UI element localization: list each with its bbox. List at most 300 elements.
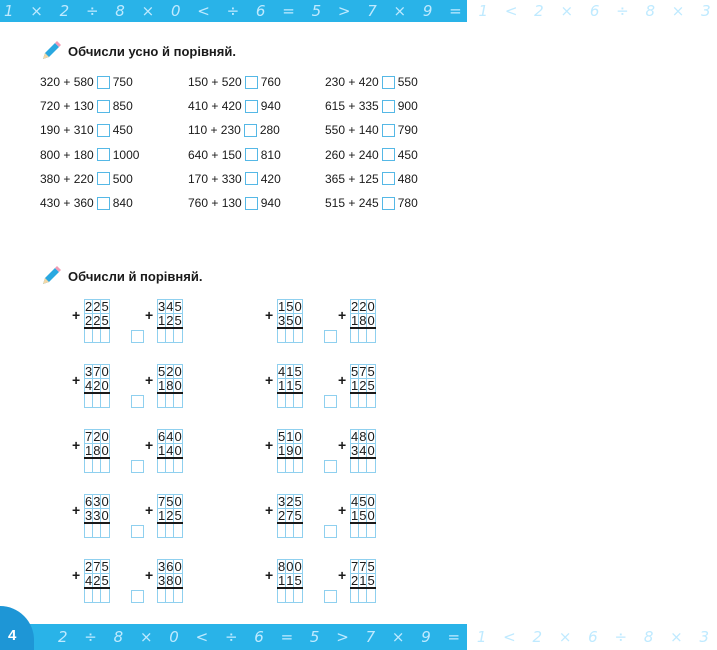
digit-cell: 8: [166, 572, 174, 588]
digit-cell: 2: [359, 298, 367, 314]
compare-value: 450: [397, 147, 418, 162]
plus-sign: +: [265, 502, 274, 518]
compare-value: 940: [260, 99, 281, 114]
comparison-answer-box[interactable]: [131, 460, 144, 473]
compare-value: 940: [260, 196, 281, 211]
plus-sign: +: [265, 372, 274, 388]
digit-grid: [350, 494, 376, 538]
digit-cell: 7: [85, 428, 93, 444]
answer-cell[interactable]: [367, 328, 375, 343]
top-decor-text: 1 × 2 ÷ 8 × 0 < ÷ 6 = 5 > 7 × 9 = 1 < 2 × 6 ÷ 8 × 3: [4, 2, 717, 20]
answer-cell[interactable]: [286, 328, 294, 343]
digit-cell: 3: [158, 558, 166, 574]
second-addend: [158, 444, 183, 459]
answer-cell[interactable]: [166, 393, 174, 408]
answer-cell[interactable]: [359, 328, 367, 343]
bottom-decor-text: 2 ÷ 8 × 0 < ÷ 6 = 5 > 7 × 9 = 1 < 2 × 6 ÷ 8 × 3: [58, 628, 716, 646]
digit-cell: 2: [93, 298, 101, 314]
digit-cell: 1: [351, 507, 359, 523]
digit-cell: 5: [158, 363, 166, 379]
comparison-answer-box[interactable]: [324, 525, 337, 538]
sum-row: [351, 588, 376, 603]
answer-cell[interactable]: [286, 523, 294, 538]
compare-value: 480: [397, 171, 418, 186]
second-addend: [158, 314, 183, 329]
first-addend: [278, 495, 303, 509]
digit-cell: 8: [359, 312, 367, 328]
digit-cell: 5: [367, 558, 375, 574]
digit-grid: [277, 299, 303, 343]
answer-cell[interactable]: [359, 523, 367, 538]
second-addend: [85, 379, 110, 394]
answer-cell[interactable]: [166, 523, 174, 538]
plus-sign: +: [265, 567, 274, 583]
digit-grid: [350, 429, 376, 473]
digit-grid: [277, 559, 303, 603]
compare-value: 790: [397, 123, 418, 138]
digit-cell: 1: [278, 572, 286, 588]
comparison-answer-box[interactable]: [131, 330, 144, 343]
digit-cell: 1: [278, 442, 286, 458]
digit-cell: 1: [286, 377, 294, 393]
digit-cell: 0: [174, 493, 182, 509]
digit-grid: [277, 364, 303, 408]
bottom-decor-band: [0, 624, 716, 650]
first-addend: [158, 430, 183, 444]
page-number-badge: [0, 606, 34, 650]
digit-cell: 2: [286, 493, 294, 509]
comparison-answer-box[interactable]: [382, 148, 395, 161]
sum-row: [351, 393, 376, 408]
second-addend: [85, 509, 110, 524]
answer-cell[interactable]: [367, 523, 375, 538]
answer-cell[interactable]: [85, 523, 93, 538]
comparison-item: [188, 143, 281, 167]
answer-cell[interactable]: [85, 458, 93, 473]
digit-cell: 0: [174, 572, 182, 588]
digit-cell: 4: [166, 298, 174, 314]
digit-grid: [157, 299, 183, 343]
digit-cell: 3: [85, 507, 93, 523]
digit-cell: 4: [351, 493, 359, 509]
digit-cell: 2: [93, 377, 101, 393]
answer-cell[interactable]: [351, 328, 359, 343]
digit-cell: 2: [93, 428, 101, 444]
second-addend: [85, 574, 110, 589]
digit-grid: [277, 429, 303, 473]
second-addend: [158, 574, 183, 589]
digit-cell: 3: [158, 572, 166, 588]
first-addend: [158, 560, 183, 574]
answer-cell[interactable]: [286, 393, 294, 408]
digit-cell: 0: [101, 442, 109, 458]
digit-cell: 7: [93, 558, 101, 574]
compare-value: 550: [397, 75, 418, 90]
digit-cell: 1: [278, 298, 286, 314]
expression: 170 + 330: [188, 171, 242, 186]
expression: 760 + 130: [188, 196, 242, 211]
digit-cell: 7: [158, 493, 166, 509]
task1-heading: [40, 40, 236, 62]
plus-sign: +: [72, 567, 81, 583]
second-addend: [278, 379, 303, 394]
answer-cell[interactable]: [351, 588, 359, 603]
digit-cell: 8: [359, 428, 367, 444]
sum-row: [158, 588, 183, 603]
first-addend: [85, 560, 110, 574]
second-addend: [278, 509, 303, 524]
comparison-answer-box[interactable]: [97, 100, 110, 113]
comparison-item: [188, 118, 281, 142]
compare-value: 780: [397, 196, 418, 211]
digit-grid: [84, 559, 110, 603]
sum-row: [85, 523, 110, 538]
digit-cell: 7: [351, 558, 359, 574]
first-addend: [85, 495, 110, 509]
answer-cell[interactable]: [158, 458, 166, 473]
expression: 550 + 140: [325, 123, 379, 138]
answer-cell[interactable]: [359, 588, 367, 603]
answer-cell[interactable]: [166, 458, 174, 473]
answer-cell[interactable]: [294, 458, 302, 473]
second-addend: [351, 314, 376, 329]
digit-cell: 2: [93, 572, 101, 588]
digit-cell: 0: [174, 442, 182, 458]
answer-cell[interactable]: [101, 523, 109, 538]
comparison-answer-box[interactable]: [324, 590, 337, 603]
first-addend: [158, 495, 183, 509]
comparison-answer-box[interactable]: [382, 172, 395, 185]
answer-cell[interactable]: [85, 393, 93, 408]
first-addend: [85, 300, 110, 314]
answer-cell[interactable]: [278, 588, 286, 603]
answer-cell[interactable]: [85, 328, 93, 343]
digit-cell: 5: [101, 558, 109, 574]
expression: 365 + 125: [325, 171, 379, 186]
digit-cell: 9: [286, 442, 294, 458]
answer-cell[interactable]: [166, 588, 174, 603]
answer-cell[interactable]: [93, 328, 101, 343]
digit-grid: [84, 299, 110, 343]
comparison-answer-box[interactable]: [97, 76, 110, 89]
comparison-answer-box[interactable]: [245, 100, 258, 113]
answer-cell[interactable]: [294, 328, 302, 343]
first-addend: [85, 365, 110, 379]
compare-value: 850: [112, 99, 133, 114]
digit-cell: 3: [85, 363, 93, 379]
first-addend: [351, 300, 376, 314]
first-addend: [351, 365, 376, 379]
plus-sign: +: [338, 502, 347, 518]
plus-sign: +: [72, 372, 81, 388]
answer-cell[interactable]: [359, 393, 367, 408]
digit-cell: 7: [359, 363, 367, 379]
comparison-answer-box[interactable]: [97, 197, 110, 210]
digit-grid: [84, 364, 110, 408]
digit-cell: 4: [166, 428, 174, 444]
comparison-answer-box[interactable]: [97, 124, 110, 137]
digit-cell: 0: [367, 428, 375, 444]
digit-cell: 0: [294, 558, 302, 574]
digit-cell: 1: [286, 428, 294, 444]
answer-cell[interactable]: [174, 588, 182, 603]
comparison-answer-box[interactable]: [131, 395, 144, 408]
digit-cell: 1: [351, 312, 359, 328]
comparison-item: [40, 70, 139, 94]
digit-cell: 6: [85, 493, 93, 509]
digit-cell: 2: [85, 558, 93, 574]
answer-cell[interactable]: [359, 458, 367, 473]
digit-cell: 1: [158, 312, 166, 328]
answer-cell[interactable]: [367, 393, 375, 408]
digit-cell: 3: [278, 493, 286, 509]
comparison-answer-box[interactable]: [97, 148, 110, 161]
answer-cell[interactable]: [158, 588, 166, 603]
first-addend: [158, 365, 183, 379]
digit-cell: 5: [294, 507, 302, 523]
answer-cell[interactable]: [286, 588, 294, 603]
digit-cell: 0: [101, 363, 109, 379]
answer-cell[interactable]: [351, 393, 359, 408]
comparison-answer-box[interactable]: [324, 330, 337, 343]
answer-cell[interactable]: [174, 523, 182, 538]
compare-value: 750: [112, 75, 133, 90]
expression: 410 + 420: [188, 99, 242, 114]
comparison-answer-box[interactable]: [245, 148, 258, 161]
comparison-answer-box[interactable]: [245, 76, 258, 89]
comparison-item: [40, 143, 139, 167]
digit-cell: 0: [367, 312, 375, 328]
compare-value: 500: [112, 171, 133, 186]
digit-cell: 5: [359, 507, 367, 523]
sum-row: [278, 588, 303, 603]
digit-cell: 4: [278, 363, 286, 379]
sum-row: [85, 458, 110, 473]
expression: 150 + 520: [188, 75, 242, 90]
digit-cell: 4: [85, 377, 93, 393]
comparison-answer-box[interactable]: [245, 172, 258, 185]
digit-cell: 5: [174, 312, 182, 328]
sum-row: [158, 523, 183, 538]
task1-column: [40, 70, 139, 215]
plus-sign: +: [72, 502, 81, 518]
expression: 260 + 240: [325, 147, 379, 162]
answer-cell[interactable]: [93, 393, 101, 408]
first-addend: [351, 430, 376, 444]
expression: 640 + 150: [188, 147, 242, 162]
sum-row: [85, 328, 110, 343]
answer-cell[interactable]: [278, 328, 286, 343]
digit-cell: 0: [101, 377, 109, 393]
expression: 190 + 310: [40, 123, 94, 138]
answer-cell[interactable]: [101, 328, 109, 343]
answer-cell[interactable]: [101, 588, 109, 603]
comparison-item: [325, 94, 418, 118]
answer-cell[interactable]: [101, 458, 109, 473]
digit-grid: [157, 429, 183, 473]
digit-cell: 2: [93, 312, 101, 328]
digit-cell: 2: [166, 312, 174, 328]
answer-cell[interactable]: [158, 328, 166, 343]
answer-cell[interactable]: [174, 328, 182, 343]
digit-cell: 5: [166, 493, 174, 509]
comparison-answer-box[interactable]: [97, 172, 110, 185]
compare-value: 280: [259, 123, 280, 138]
digit-grid: [84, 494, 110, 538]
digit-cell: 2: [351, 572, 359, 588]
answer-cell[interactable]: [286, 458, 294, 473]
answer-cell[interactable]: [93, 458, 101, 473]
second-addend: [158, 509, 183, 524]
digit-cell: 5: [286, 298, 294, 314]
comparison-answer-box[interactable]: [324, 395, 337, 408]
digit-grid: [157, 559, 183, 603]
digit-grid: [157, 494, 183, 538]
comparison-answer-box[interactable]: [382, 100, 395, 113]
first-addend: [278, 560, 303, 574]
digit-cell: 5: [286, 312, 294, 328]
sum-row: [351, 328, 376, 343]
sum-row: [85, 588, 110, 603]
answer-cell[interactable]: [294, 523, 302, 538]
digit-cell: 1: [278, 377, 286, 393]
comparison-item: [40, 191, 139, 215]
answer-cell[interactable]: [93, 588, 101, 603]
expression: 110 + 230: [188, 123, 241, 138]
digit-grid: [350, 364, 376, 408]
digit-cell: 3: [351, 442, 359, 458]
plus-sign: +: [145, 372, 154, 388]
compare-value: 900: [397, 99, 418, 114]
comparison-answer-box[interactable]: [244, 124, 257, 137]
answer-cell[interactable]: [158, 523, 166, 538]
comparison-answer-box[interactable]: [131, 590, 144, 603]
digit-cell: 0: [174, 428, 182, 444]
digit-cell: 1: [158, 377, 166, 393]
answer-cell[interactable]: [367, 588, 375, 603]
answer-cell[interactable]: [101, 393, 109, 408]
plus-sign: +: [338, 437, 347, 453]
answer-cell[interactable]: [166, 328, 174, 343]
first-addend: [278, 300, 303, 314]
comparison-answer-box[interactable]: [382, 76, 395, 89]
answer-cell[interactable]: [367, 458, 375, 473]
task1-column: [325, 70, 418, 215]
page-number: 4: [8, 627, 17, 644]
pencil-icon: [40, 40, 62, 62]
comparison-answer-box[interactable]: [245, 197, 258, 210]
digit-cell: 0: [367, 298, 375, 314]
answer-cell[interactable]: [174, 458, 182, 473]
answer-cell[interactable]: [174, 393, 182, 408]
digit-cell: 0: [101, 428, 109, 444]
answer-cell[interactable]: [278, 393, 286, 408]
compare-value: 420: [260, 171, 281, 186]
answer-cell[interactable]: [351, 523, 359, 538]
digit-cell: 2: [351, 298, 359, 314]
compare-value: 1000: [112, 147, 140, 162]
digit-cell: 4: [85, 572, 93, 588]
plus-sign: +: [72, 307, 81, 323]
task2-heading: [40, 265, 202, 287]
sum-row: [158, 328, 183, 343]
sum-row: [278, 393, 303, 408]
digit-cell: 3: [93, 507, 101, 523]
plus-sign: +: [145, 307, 154, 323]
digit-grid: [157, 364, 183, 408]
expression: 615 + 335: [325, 99, 379, 114]
answer-cell[interactable]: [93, 523, 101, 538]
second-addend: [351, 509, 376, 524]
comparison-item: [40, 118, 139, 142]
comparison-answer-box[interactable]: [131, 525, 144, 538]
plus-sign: +: [338, 372, 347, 388]
second-addend: [278, 574, 303, 589]
second-addend: [351, 574, 376, 589]
digit-cell: 5: [367, 377, 375, 393]
digit-cell: 5: [174, 507, 182, 523]
answer-cell[interactable]: [294, 588, 302, 603]
digit-cell: 4: [359, 442, 367, 458]
sum-row: [278, 328, 303, 343]
digit-cell: 4: [166, 442, 174, 458]
digit-cell: 6: [158, 428, 166, 444]
answer-cell[interactable]: [158, 393, 166, 408]
expression: 430 + 360: [40, 196, 94, 211]
digit-cell: 1: [351, 377, 359, 393]
answer-cell[interactable]: [278, 458, 286, 473]
answer-cell[interactable]: [351, 458, 359, 473]
digit-cell: 0: [174, 377, 182, 393]
answer-cell[interactable]: [294, 393, 302, 408]
compare-value: 450: [112, 123, 133, 138]
comparison-answer-box[interactable]: [324, 460, 337, 473]
answer-cell[interactable]: [278, 523, 286, 538]
digit-cell: 5: [101, 572, 109, 588]
digit-cell: 5: [174, 298, 182, 314]
digit-cell: 6: [166, 558, 174, 574]
digit-cell: 1: [85, 442, 93, 458]
digit-cell: 5: [101, 298, 109, 314]
comparison-item: [325, 143, 418, 167]
digit-cell: 5: [294, 377, 302, 393]
answer-cell[interactable]: [85, 588, 93, 603]
digit-cell: 1: [359, 572, 367, 588]
plus-sign: +: [145, 437, 154, 453]
second-addend: [351, 444, 376, 459]
expression: 515 + 245: [325, 196, 379, 211]
digit-grid: [350, 559, 376, 603]
digit-cell: 2: [359, 377, 367, 393]
comparison-answer-box[interactable]: [382, 197, 395, 210]
comparison-answer-box[interactable]: [382, 124, 395, 137]
digit-cell: 5: [278, 428, 286, 444]
first-addend: [278, 430, 303, 444]
digit-cell: 0: [294, 428, 302, 444]
digit-cell: 2: [166, 507, 174, 523]
comparison-item: [325, 191, 418, 215]
sum-row: [351, 458, 376, 473]
digit-cell: 3: [158, 298, 166, 314]
second-addend: [278, 314, 303, 329]
digit-cell: 5: [351, 363, 359, 379]
comparison-item: [325, 118, 418, 142]
digit-cell: 5: [367, 572, 375, 588]
expression: 230 + 420: [325, 75, 379, 90]
comparison-item: [325, 167, 418, 191]
digit-cell: 0: [101, 493, 109, 509]
digit-cell: 1: [158, 507, 166, 523]
